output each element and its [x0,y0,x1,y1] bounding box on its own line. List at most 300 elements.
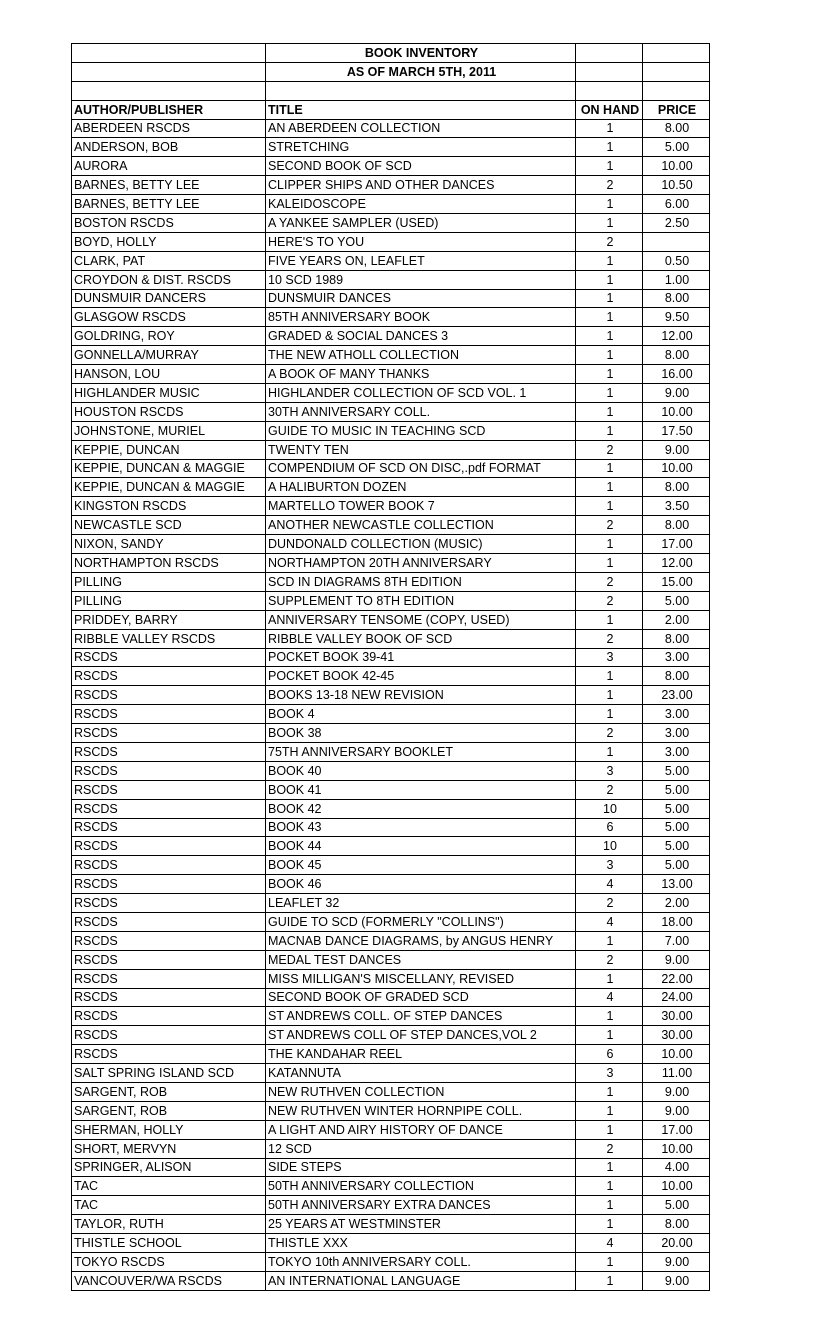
cell-title: ANOTHER NEWCASTLE COLLECTION [266,516,576,535]
table-row [72,1177,710,1196]
table-row [72,894,710,913]
cell-author: RSCDS [72,894,266,913]
cell-author: TAYLOR, RUTH [72,1215,266,1234]
empty-cell [72,81,266,100]
cell-on-hand: 2 [576,572,643,591]
cell-author: RSCDS [72,931,266,950]
cell-price: 9.00 [643,1253,710,1272]
cell-price: 5.00 [643,780,710,799]
cell-price: 3.00 [643,705,710,724]
cell-author: BARNES, BETTY LEE [72,195,266,214]
empty-cell [643,44,710,63]
cell-price: 10.00 [643,1045,710,1064]
cell-author: SALT SPRING ISLAND SCD [72,1064,266,1083]
cell-on-hand: 1 [576,554,643,573]
cell-on-hand: 1 [576,157,643,176]
cell-price: 2.50 [643,214,710,233]
cell-on-hand: 1 [576,610,643,629]
cell-price: 8.00 [643,478,710,497]
cell-title: THE KANDAHAR REEL [266,1045,576,1064]
cell-author: BOYD, HOLLY [72,232,266,251]
table-row [72,157,710,176]
cell-title: SECOND BOOK OF GRADED SCD [266,988,576,1007]
cell-on-hand: 1 [576,1253,643,1272]
cell-author: BARNES, BETTY LEE [72,176,266,195]
cell-author: RSCDS [72,1026,266,1045]
cell-price: 10.00 [643,1177,710,1196]
cell-price: 12.00 [643,327,710,346]
cell-on-hand: 1 [576,270,643,289]
cell-on-hand: 1 [576,1177,643,1196]
cell-author: ANDERSON, BOB [72,138,266,157]
cell-price: 20.00 [643,1234,710,1253]
table-row [72,950,710,969]
cell-price: 3.00 [643,724,710,743]
cell-on-hand: 4 [576,875,643,894]
cell-price: 30.00 [643,1026,710,1045]
cell-title: POCKET BOOK 42-45 [266,667,576,686]
cell-title: THISTLE XXX [266,1234,576,1253]
cell-title: AN INTERNATIONAL LANGUAGE [266,1271,576,1290]
cell-title: ST ANDREWS COLL OF STEP DANCES,VOL 2 [266,1026,576,1045]
cell-author: SARGENT, ROB [72,1082,266,1101]
cell-on-hand: 1 [576,1026,643,1045]
cell-author: RSCDS [72,724,266,743]
cell-on-hand: 3 [576,1064,643,1083]
cell-on-hand: 2 [576,780,643,799]
cell-author: RSCDS [72,950,266,969]
cell-title: SIDE STEPS [266,1158,576,1177]
cell-price: 5.00 [643,856,710,875]
table-row [72,232,710,251]
table-row [72,1082,710,1101]
cell-on-hand: 1 [576,384,643,403]
table-row [72,705,710,724]
table-row [72,875,710,894]
cell-price: 3.00 [643,742,710,761]
cell-author: RSCDS [72,780,266,799]
table-row [72,1026,710,1045]
cell-author: RSCDS [72,1045,266,1064]
page-title: BOOK INVENTORY [266,44,576,63]
table-row [72,572,710,591]
cell-title: HERE'S TO YOU [266,232,576,251]
cell-on-hand: 1 [576,535,643,554]
cell-title: KALEIDOSCOPE [266,195,576,214]
cell-author: HIGHLANDER MUSIC [72,384,266,403]
table-row [72,856,710,875]
table-row [72,384,710,403]
table-row [72,270,710,289]
table-row [72,931,710,950]
cell-title: RIBBLE VALLEY BOOK OF SCD [266,629,576,648]
cell-title: NEW RUTHVEN WINTER HORNPIPE COLL. [266,1101,576,1120]
cell-title: ST ANDREWS COLL. OF STEP DANCES [266,1007,576,1026]
cell-price: 0.50 [643,251,710,270]
cell-title: ANNIVERSARY TENSOME (COPY, USED) [266,610,576,629]
cell-price: 8.00 [643,516,710,535]
cell-title: LEAFLET 32 [266,894,576,913]
cell-price: 2.00 [643,610,710,629]
table-row [72,440,710,459]
cell-price: 9.00 [643,1101,710,1120]
cell-price: 5.00 [643,837,710,856]
table-row [72,365,710,384]
table-row [72,214,710,233]
table-row [72,1045,710,1064]
table-row [72,686,710,705]
inventory-body [72,44,710,1291]
cell-on-hand: 1 [576,1101,643,1120]
cell-author: SHERMAN, HOLLY [72,1120,266,1139]
cell-title: MISS MILLIGAN'S MISCELLANY, REVISED [266,969,576,988]
table-row [72,195,710,214]
cell-on-hand: 2 [576,724,643,743]
cell-price: 17.00 [643,535,710,554]
cell-title: A YANKEE SAMPLER (USED) [266,214,576,233]
cell-price: 7.00 [643,931,710,950]
cell-on-hand: 1 [576,931,643,950]
table-row [72,1234,710,1253]
table-row [72,119,710,138]
table-row [72,667,710,686]
cell-title: BOOK 38 [266,724,576,743]
cell-on-hand: 2 [576,950,643,969]
cell-price: 15.00 [643,572,710,591]
cell-title: BOOK 42 [266,799,576,818]
empty-cell [576,81,643,100]
table-row [72,837,710,856]
table-row [72,1253,710,1272]
empty-cell [643,81,710,100]
inventory-table [71,43,710,1291]
table-row [72,478,710,497]
cell-author: RSCDS [72,705,266,724]
table-row [72,402,710,421]
cell-price: 24.00 [643,988,710,1007]
table-row [72,554,710,573]
cell-price: 5.00 [643,799,710,818]
cell-author: RSCDS [72,667,266,686]
table-row [72,742,710,761]
cell-title: TWENTY TEN [266,440,576,459]
cell-on-hand: 1 [576,251,643,270]
cell-title: BOOK 44 [266,837,576,856]
table-row [72,610,710,629]
table-row [72,591,710,610]
cell-on-hand: 1 [576,365,643,384]
cell-price: 23.00 [643,686,710,705]
cell-author: RSCDS [72,686,266,705]
cell-title: 50TH ANNIVERSARY COLLECTION [266,1177,576,1196]
cell-title: 85TH ANNIVERSARY BOOK [266,308,576,327]
cell-author: RSCDS [72,818,266,837]
cell-on-hand: 2 [576,516,643,535]
cell-price: 1.00 [643,270,710,289]
cell-on-hand: 1 [576,138,643,157]
cell-on-hand: 1 [576,459,643,478]
table-row [72,176,710,195]
table-row [72,1215,710,1234]
table-row [72,1139,710,1158]
cell-author: SPRINGER, ALISON [72,1158,266,1177]
cell-author: RSCDS [72,648,266,667]
cell-author: CLARK, PAT [72,251,266,270]
table-row [72,289,710,308]
cell-price: 9.50 [643,308,710,327]
table-row [72,629,710,648]
cell-price: 10.00 [643,459,710,478]
cell-price: 10.50 [643,176,710,195]
cell-on-hand: 1 [576,421,643,440]
cell-title: 75TH ANNIVERSARY BOOKLET [266,742,576,761]
cell-title: 12 SCD [266,1139,576,1158]
cell-price: 17.00 [643,1120,710,1139]
table-row [72,969,710,988]
cell-on-hand: 2 [576,176,643,195]
cell-author: RSCDS [72,799,266,818]
cell-on-hand: 1 [576,1271,643,1290]
cell-title: MEDAL TEST DANCES [266,950,576,969]
table-row [72,497,710,516]
cell-title: 25 YEARS AT WESTMINSTER [266,1215,576,1234]
cell-author: KEPPIE, DUNCAN & MAGGIE [72,478,266,497]
cell-on-hand: 4 [576,988,643,1007]
cell-title: FIVE YEARS ON, LEAFLET [266,251,576,270]
cell-price: 11.00 [643,1064,710,1083]
cell-author: RSCDS [72,856,266,875]
cell-on-hand: 4 [576,1234,643,1253]
cell-author: HOUSTON RSCDS [72,402,266,421]
header-on-hand: ON HAND [576,100,643,119]
cell-author: PRIDDEY, BARRY [72,610,266,629]
cell-title: MARTELLO TOWER BOOK 7 [266,497,576,516]
cell-title: GRADED & SOCIAL DANCES 3 [266,327,576,346]
cell-author: GONNELLA/MURRAY [72,346,266,365]
cell-title: COMPENDIUM OF SCD ON DISC,.pdf FORMAT [266,459,576,478]
cell-title: BOOK 41 [266,780,576,799]
cell-price: 8.00 [643,119,710,138]
cell-title: BOOK 40 [266,761,576,780]
cell-author: KEPPIE, DUNCAN [72,440,266,459]
cell-title: TOKYO 10th ANNIVERSARY COLL. [266,1253,576,1272]
cell-author: GOLDRING, ROY [72,327,266,346]
empty-cell [576,44,643,63]
cell-author: RSCDS [72,912,266,931]
table-row [72,421,710,440]
table-row [72,761,710,780]
cell-on-hand: 1 [576,667,643,686]
table-row [72,1007,710,1026]
cell-author: NEWCASTLE SCD [72,516,266,535]
cell-on-hand: 1 [576,705,643,724]
empty-cell [72,62,266,81]
table-row [72,251,710,270]
table-row [72,799,710,818]
cell-title: SCD IN DIAGRAMS 8TH EDITION [266,572,576,591]
cell-author: SARGENT, ROB [72,1101,266,1120]
table-row [72,459,710,478]
cell-author: RIBBLE VALLEY RSCDS [72,629,266,648]
cell-price: 10.00 [643,1139,710,1158]
cell-author: KEPPIE, DUNCAN & MAGGIE [72,459,266,478]
cell-price: 22.00 [643,969,710,988]
cell-price: 12.00 [643,554,710,573]
cell-title: BOOKS 13-18 NEW REVISION [266,686,576,705]
cell-price: 8.00 [643,289,710,308]
cell-author: TOKYO RSCDS [72,1253,266,1272]
cell-on-hand: 2 [576,894,643,913]
cell-author: GLASGOW RSCDS [72,308,266,327]
cell-price [643,232,710,251]
cell-on-hand: 1 [576,478,643,497]
cell-title: SECOND BOOK OF SCD [266,157,576,176]
cell-title: BOOK 46 [266,875,576,894]
cell-title: NEW RUTHVEN COLLECTION [266,1082,576,1101]
table-row [72,327,710,346]
table-row [72,535,710,554]
cell-on-hand: 1 [576,214,643,233]
cell-title: DUNSMUIR DANCES [266,289,576,308]
cell-title: A BOOK OF MANY THANKS [266,365,576,384]
cell-title: 50TH ANNIVERSARY EXTRA DANCES [266,1196,576,1215]
cell-on-hand: 1 [576,969,643,988]
cell-author: BOSTON RSCDS [72,214,266,233]
table-row [72,1158,710,1177]
cell-on-hand: 1 [576,1007,643,1026]
cell-author: THISTLE SCHOOL [72,1234,266,1253]
cell-price: 9.00 [643,950,710,969]
cell-title: SUPPLEMENT TO 8TH EDITION [266,591,576,610]
cell-on-hand: 4 [576,912,643,931]
cell-price: 16.00 [643,365,710,384]
cell-title: AN ABERDEEN COLLECTION [266,119,576,138]
cell-price: 2.00 [643,894,710,913]
cell-on-hand: 1 [576,1082,643,1101]
cell-title: CLIPPER SHIPS AND OTHER DANCES [266,176,576,195]
cell-price: 9.00 [643,1082,710,1101]
table-row [72,1064,710,1083]
cell-author: RSCDS [72,742,266,761]
cell-author: KINGSTON RSCDS [72,497,266,516]
cell-on-hand: 6 [576,818,643,837]
cell-price: 8.00 [643,667,710,686]
cell-author: NIXON, SANDY [72,535,266,554]
cell-on-hand: 3 [576,856,643,875]
table-row [72,1196,710,1215]
cell-on-hand: 3 [576,648,643,667]
empty-cell [72,44,266,63]
subtitle-row [72,62,710,81]
cell-on-hand: 1 [576,402,643,421]
spacer-row [72,81,710,100]
table-row [72,780,710,799]
cell-on-hand: 1 [576,119,643,138]
cell-price: 5.00 [643,138,710,157]
cell-price: 17.50 [643,421,710,440]
cell-author: SHORT, MERVYN [72,1139,266,1158]
cell-on-hand: 1 [576,1196,643,1215]
cell-author: VANCOUVER/WA RSCDS [72,1271,266,1290]
cell-price: 9.00 [643,440,710,459]
table-row [72,988,710,1007]
cell-price: 9.00 [643,384,710,403]
cell-author: AURORA [72,157,266,176]
cell-author: NORTHAMPTON RSCDS [72,554,266,573]
cell-title: NORTHAMPTON 20TH ANNIVERSARY [266,554,576,573]
cell-author: RSCDS [72,837,266,856]
cell-title: 10 SCD 1989 [266,270,576,289]
cell-title: GUIDE TO MUSIC IN TEACHING SCD [266,421,576,440]
cell-title: A LIGHT AND AIRY HISTORY OF DANCE [266,1120,576,1139]
cell-author: RSCDS [72,1007,266,1026]
cell-title: HIGHLANDER COLLECTION OF SCD VOL. 1 [266,384,576,403]
cell-on-hand: 1 [576,686,643,705]
cell-price: 8.00 [643,629,710,648]
table-row [72,138,710,157]
cell-on-hand: 1 [576,289,643,308]
cell-on-hand: 2 [576,440,643,459]
cell-on-hand: 1 [576,1215,643,1234]
cell-on-hand: 10 [576,837,643,856]
table-row [72,516,710,535]
cell-title: BOOK 4 [266,705,576,724]
table-row [72,724,710,743]
cell-author: RSCDS [72,761,266,780]
cell-price: 30.00 [643,1007,710,1026]
cell-price: 6.00 [643,195,710,214]
table-row [72,1101,710,1120]
cell-on-hand: 2 [576,629,643,648]
cell-title: POCKET BOOK 39-41 [266,648,576,667]
cell-price: 8.00 [643,346,710,365]
header-price: PRICE [643,100,710,119]
empty-cell [266,81,576,100]
cell-title: BOOK 43 [266,818,576,837]
table-row [72,1271,710,1290]
cell-title: GUIDE TO SCD (FORMERLY "COLLINS") [266,912,576,931]
cell-author: PILLING [72,591,266,610]
cell-author: PILLING [72,572,266,591]
empty-cell [643,62,710,81]
cell-author: TAC [72,1196,266,1215]
cell-on-hand: 6 [576,1045,643,1064]
cell-title: STRETCHING [266,138,576,157]
cell-on-hand: 2 [576,591,643,610]
cell-on-hand: 2 [576,1139,643,1158]
cell-on-hand: 1 [576,1120,643,1139]
header-author: AUTHOR/PUBLISHER [72,100,266,119]
cell-author: TAC [72,1177,266,1196]
cell-title: DUNDONALD COLLECTION (MUSIC) [266,535,576,554]
cell-on-hand: 1 [576,1158,643,1177]
table-row [72,346,710,365]
cell-on-hand: 10 [576,799,643,818]
cell-on-hand: 1 [576,742,643,761]
cell-price: 9.00 [643,1271,710,1290]
cell-on-hand: 2 [576,232,643,251]
empty-cell [576,62,643,81]
cell-author: RSCDS [72,988,266,1007]
cell-title: KATANNUTA [266,1064,576,1083]
cell-price: 5.00 [643,591,710,610]
cell-on-hand: 1 [576,195,643,214]
cell-title: THE NEW ATHOLL COLLECTION [266,346,576,365]
header-title: TITLE [266,100,576,119]
cell-author: RSCDS [72,969,266,988]
cell-on-hand: 1 [576,497,643,516]
title-row [72,44,710,63]
